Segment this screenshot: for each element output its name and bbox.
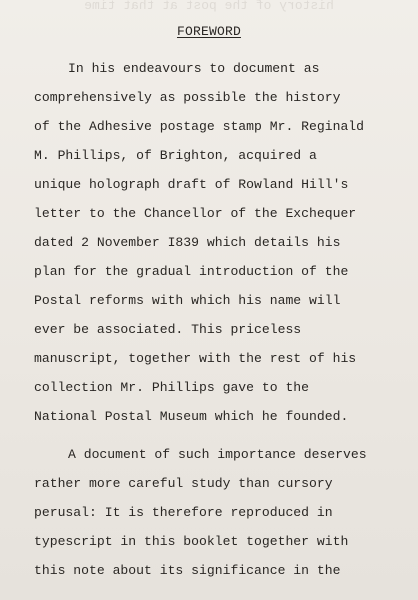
text-line: National Postal Museum which he founded. [34, 409, 349, 424]
text-line: manuscript, together with the rest of his [34, 351, 357, 366]
text-line: of the Adhesive postage stamp Mr. Reginald [34, 119, 365, 134]
text-line: ever be associated. This priceless [34, 322, 302, 337]
text-line: comprehensively as possible the history [34, 90, 341, 105]
page-heading: FOREWORD [176, 24, 241, 39]
text-line: Postal reforms with which his name will [34, 293, 341, 308]
text-line: perusal: It is therefore reproduced in [34, 505, 333, 520]
text-line: rather more careful study than cursory [34, 476, 333, 491]
paragraph-1 [34, 54, 418, 431]
text-line: this note about its significance in the [34, 563, 341, 578]
text-line: unique holograph draft of Rowland Hill's [34, 177, 349, 192]
paragraph-2 [34, 440, 418, 585]
text-line: collection Mr. Phillips gave to the [34, 380, 310, 395]
text-line: In his endeavours to document as [68, 61, 320, 76]
bleed-through-text: history of the post at that time [84, 0, 334, 13]
text-line: plan for the gradual introduction of the [34, 264, 349, 279]
paragraph-gap [34, 431, 418, 440]
text-line: typescript in this booklet together with [34, 534, 349, 549]
foreword-body [34, 54, 418, 585]
text-line: M. Phillips, of Brighton, acquired a [34, 148, 317, 163]
text-line: letter to the Chancellor of the Exchequer [34, 206, 357, 221]
text-line: A document of such importance deserves [68, 447, 367, 462]
text-line: dated 2 November I839 which details his [34, 235, 341, 250]
